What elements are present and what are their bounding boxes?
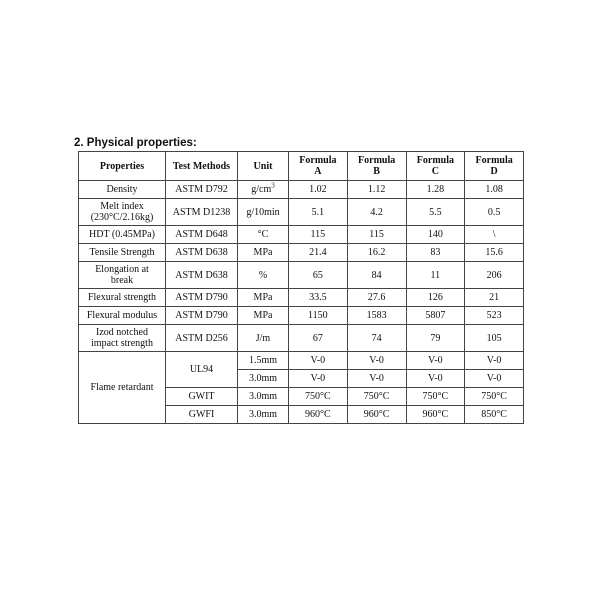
value-cell-b: V-0 bbox=[347, 352, 406, 370]
value-cell-b: 1583 bbox=[347, 307, 406, 325]
unit-cell: MPa bbox=[238, 244, 289, 262]
physical-properties-table bbox=[78, 151, 524, 424]
unit-cell: J/m bbox=[238, 325, 289, 352]
method-cell-gwfi: GWFI bbox=[166, 406, 238, 424]
value-cell-b: 960°C bbox=[347, 406, 406, 424]
method-cell: ASTM D648 bbox=[166, 226, 238, 244]
section-title: 2. Physical properties: bbox=[74, 137, 197, 149]
value-cell-d: 850°C bbox=[465, 406, 524, 424]
unit-cell: 3.0mm bbox=[238, 370, 289, 388]
table-row bbox=[79, 289, 524, 307]
unit-cell: 3.0mm bbox=[238, 406, 289, 424]
value-cell-b: 27.6 bbox=[347, 289, 406, 307]
value-cell-a: 5.1 bbox=[289, 199, 348, 226]
value-cell-a: 960°C bbox=[289, 406, 348, 424]
unit-cell: g/10min bbox=[238, 199, 289, 226]
value-cell-d: 21 bbox=[465, 289, 524, 307]
property-cell: Density bbox=[79, 181, 166, 199]
method-cell: ASTM D790 bbox=[166, 307, 238, 325]
value-cell-b: 4.2 bbox=[347, 199, 406, 226]
value-cell-c: 126 bbox=[406, 289, 465, 307]
value-cell-c: 79 bbox=[406, 325, 465, 352]
property-cell: Izod notched impact strength bbox=[79, 325, 166, 352]
property-cell: HDT (0.45MPa) bbox=[79, 226, 166, 244]
value-cell-b: 74 bbox=[347, 325, 406, 352]
unit-cell: MPa bbox=[238, 307, 289, 325]
value-cell-a: 33.5 bbox=[289, 289, 348, 307]
value-cell-a: 65 bbox=[289, 262, 348, 289]
unit-cell: 3.0mm bbox=[238, 388, 289, 406]
method-cell: ASTM D256 bbox=[166, 325, 238, 352]
value-cell-d: 1.08 bbox=[465, 181, 524, 199]
table-row bbox=[79, 199, 524, 226]
value-cell-a: 1.02 bbox=[289, 181, 348, 199]
value-cell-b: V-0 bbox=[347, 370, 406, 388]
unit-cell: $g/cm^3$ bbox=[238, 181, 289, 199]
value-cell-b: 1.12 bbox=[347, 181, 406, 199]
value-cell-d: 0.5 bbox=[465, 199, 524, 226]
value-cell-b: 16.2 bbox=[347, 244, 406, 262]
unit-cell: °C bbox=[238, 226, 289, 244]
table-row bbox=[79, 307, 524, 325]
value-cell-c: 11 bbox=[406, 262, 465, 289]
value-cell-c: 140 bbox=[406, 226, 465, 244]
header-row bbox=[79, 152, 524, 181]
table-row bbox=[79, 352, 524, 370]
method-cell: ASTM D790 bbox=[166, 289, 238, 307]
unit-cell: 1.5mm bbox=[238, 352, 289, 370]
header-properties: Properties bbox=[79, 152, 166, 181]
header-formula-d: Formula D bbox=[465, 152, 524, 181]
value-cell-c: 5.5 bbox=[406, 199, 465, 226]
property-cell: Elongation at break bbox=[79, 262, 166, 289]
method-cell: ASTM D792 bbox=[166, 181, 238, 199]
value-cell-c: 750°C bbox=[406, 388, 465, 406]
method-cell: ASTM D1238 bbox=[166, 199, 238, 226]
unit-cell: MPa bbox=[238, 289, 289, 307]
value-cell-c: 1.28 bbox=[406, 181, 465, 199]
table-row bbox=[79, 244, 524, 262]
value-cell-d: 15.6 bbox=[465, 244, 524, 262]
table-row bbox=[79, 226, 524, 244]
value-cell-a: 67 bbox=[289, 325, 348, 352]
value-cell-a: 750°C bbox=[289, 388, 348, 406]
header-test-methods: Test Methods bbox=[166, 152, 238, 181]
header-formula-b: Formula B bbox=[347, 152, 406, 181]
method-cell: ASTM D638 bbox=[166, 244, 238, 262]
value-cell-c: 960°C bbox=[406, 406, 465, 424]
property-cell-flame-retardant: Flame retardant bbox=[79, 352, 166, 424]
value-cell-d: 105 bbox=[465, 325, 524, 352]
value-cell-a: V-0 bbox=[289, 370, 348, 388]
value-cell-c: V-0 bbox=[406, 370, 465, 388]
value-cell-d: \ bbox=[465, 226, 524, 244]
table-row bbox=[79, 181, 524, 199]
value-cell-c: 5807 bbox=[406, 307, 465, 325]
value-cell-a: V-0 bbox=[289, 352, 348, 370]
value-cell-d: V-0 bbox=[465, 370, 524, 388]
value-cell-c: 83 bbox=[406, 244, 465, 262]
property-cell: Tensile Strength bbox=[79, 244, 166, 262]
value-cell-d: V-0 bbox=[465, 352, 524, 370]
value-cell-a: 1150 bbox=[289, 307, 348, 325]
property-cell: Melt index (230°C/2.16kg) bbox=[79, 199, 166, 226]
method-cell-gwit: GWIT bbox=[166, 388, 238, 406]
method-cell: ASTM D638 bbox=[166, 262, 238, 289]
property-cell: Flexural modulus bbox=[79, 307, 166, 325]
property-cell: Flexural strength bbox=[79, 289, 166, 307]
table-row bbox=[79, 262, 524, 289]
value-cell-a: 21.4 bbox=[289, 244, 348, 262]
table-row bbox=[79, 325, 524, 352]
method-cell-ul94: UL94 bbox=[166, 352, 238, 388]
unit-cell: % bbox=[238, 262, 289, 289]
value-cell-a: 115 bbox=[289, 226, 348, 244]
value-cell-c: V-0 bbox=[406, 352, 465, 370]
value-cell-d: 523 bbox=[465, 307, 524, 325]
value-cell-b: 750°C bbox=[347, 388, 406, 406]
header-formula-c: Formula C bbox=[406, 152, 465, 181]
value-cell-d: 750°C bbox=[465, 388, 524, 406]
header-unit: Unit bbox=[238, 152, 289, 181]
value-cell-b: 115 bbox=[347, 226, 406, 244]
header-formula-a: Formula A bbox=[289, 152, 348, 181]
value-cell-d: 206 bbox=[465, 262, 524, 289]
value-cell-b: 84 bbox=[347, 262, 406, 289]
